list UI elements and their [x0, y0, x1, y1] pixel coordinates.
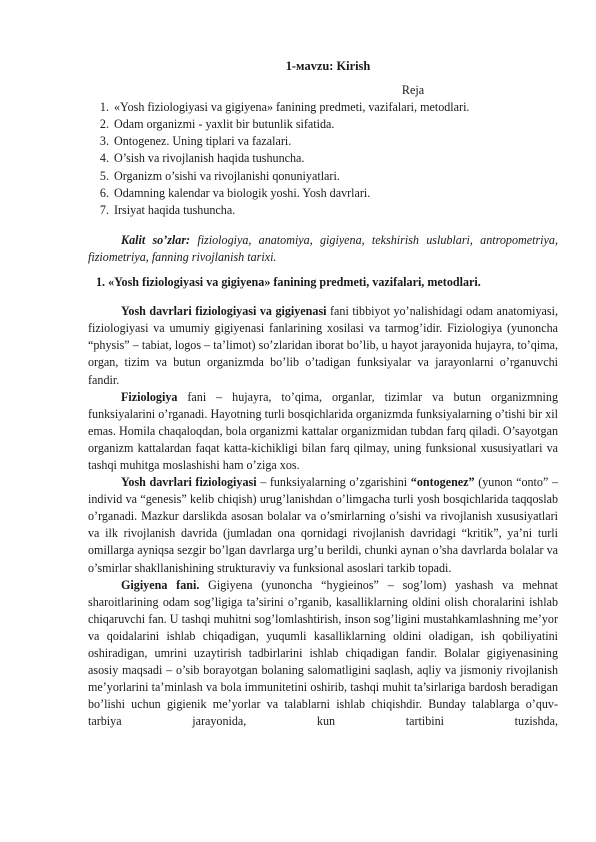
- paragraph-1: [88, 303, 558, 388]
- paragraph-text: – funksiyalarning o’zgarishini: [256, 475, 411, 490]
- plan-list: [88, 99, 558, 219]
- term-bold: Gigiyena fani.: [121, 577, 200, 592]
- plan-item: 7. Irsiyat haqida tushuncha.: [112, 202, 558, 219]
- term-bold: Yosh davrlari fiziologiyasi: [121, 475, 257, 490]
- paragraph-2: [88, 389, 558, 474]
- plan-heading: Reja: [401, 83, 425, 98]
- paragraph-text: Gigiyena (yunoncha “hygieinos” – sog’lom) yashash va mehnat sharoitlarining odam sog’ligiga ta’sirini o’rganib, kasalliklarning oldini olish choralarini ishlab chiqaruvchi fan. U tashqi muhitni sog’lomlashtirish, inson sog’ligini mustahkamlashning me’yor va qoidalarini ishlab chiqadigan, yuqumli kasalliklarning oldini oladigan, ish qobiliyatini oshiradigan, umrini uzaytirish tadbirlarini ishlab chiqadigan fandir. Bolalar gigiyenasining asosiy maqsadi – o’sib borayotgan bolaning salomatligini saqlash, aqliy va jismoniy rivojlanish me’yorlarini ta’minlash va bola immunitetini oshirib, tashqi muhit ta’sirlariga bardosh beradigan bo’lishi uchun gigienik me’yorlar va talablarni ishlab chiqishdir. Bunday talablarga o’quv-tarbiya jarayonida, kun tartibini tuzishda,: [88, 577, 558, 729]
- document-page: [88, 58, 558, 730]
- term-bold: “ontogenez”: [410, 475, 475, 490]
- plan-item: 1. «Yosh fiziologiyasi va gigiyena» fanining predmeti, vazifalari, metodlari.: [112, 99, 558, 116]
- paragraph-4: [88, 577, 558, 731]
- plan-item: 5. Organizm o’sishi va rivojlanishi qonuniyatlari.: [112, 168, 558, 185]
- paragraph-text: fani tibbiyot yo’nalishidagi odam anatomiyasi, fiziologiyasi va umumiy gigiyenasi fanlarining xosilasi va tarmog’idir. Fiziologiya (yunoncha “physis” – tabiat, logos – ta’limot) so’zlaridan iborat bo’lib, u hayot jarayonida hujayra, to’qima, organ, tizim va butun organizmda bo’lib o’tadigan funksiyalar va jarayonlarni o’rganuvchi fandir.: [88, 304, 558, 387]
- keywords-paragraph: [88, 232, 558, 266]
- paragraph-text: (yunon “onto” – individ va “genesis” kelib chiqish) urug’lanishdan o’limgacha turli yosh bosqichlarida taqqoslab o’rganadi. Mazkur darslikda asosan bolalar va o’smirlarning o’sishi va rivojlanish xususiyatlari va ilk rivojlanish davrida (jumladan ona qornidagi rivojlanish davridagi “kritik”, ya’ni turli omillarga ayniqsa sezgir bo’lgan davrlarga urg’u berildi, chunki aynan o’sha davrlarda bolalar va o’smirlar shakllanishining strukturaviy va funksional asoslari tarkib topadi.: [88, 475, 558, 575]
- plan-item: 6. Odamning kalendar va biologik yoshi. Yosh davrlari.: [112, 185, 558, 202]
- paragraph-text: fani – hujayra, to’qima, organlar, tizimlar va butun organizmning funksiyalarini o’rganadi. Hayotning turli bosqichlarida organizmda funksiyalarning o’tishi bir xil emas. Homila chaqaloqdan, bola organizmi kattalar organizmidan tubdan farq qiladi. O’sayotgan organizm kattalardan faqat katta-kichikligi bilan farq qilmay, uning funksional xususiyatlari va tashqi muhitga moslashishi ham o’ziga xos.: [88, 389, 558, 472]
- lecture-title: 1-мavzu: Kirish: [285, 59, 371, 73]
- plan-item: 4. O’sish va rivojlanish haqida tushuncha.: [112, 150, 558, 167]
- plan-item: 2. Odam organizmi - yaxlit bir butunlik sifatida.: [112, 116, 558, 133]
- keywords-label: Kalit so’zlar:: [121, 232, 191, 247]
- plan-item: 3. Ontogenez. Uning tiplari va fazalari.: [112, 133, 558, 150]
- keywords-text: fiziologiya, anatomiya, gigiyena, tekshirish uslublari, antropometriya, fiziometriya, fanning rivojlanish tarixi.: [88, 232, 558, 264]
- term-bold: Fiziologiya: [121, 389, 178, 404]
- paragraph-3: [88, 474, 558, 577]
- section-heading: 1. «Yosh fiziologiyasi va gigiyena» fanining predmeti, vazifalari, metodlari.: [96, 275, 481, 290]
- term-bold: Yosh davrlari fiziologiyasi va gigiyenasi: [121, 304, 327, 319]
